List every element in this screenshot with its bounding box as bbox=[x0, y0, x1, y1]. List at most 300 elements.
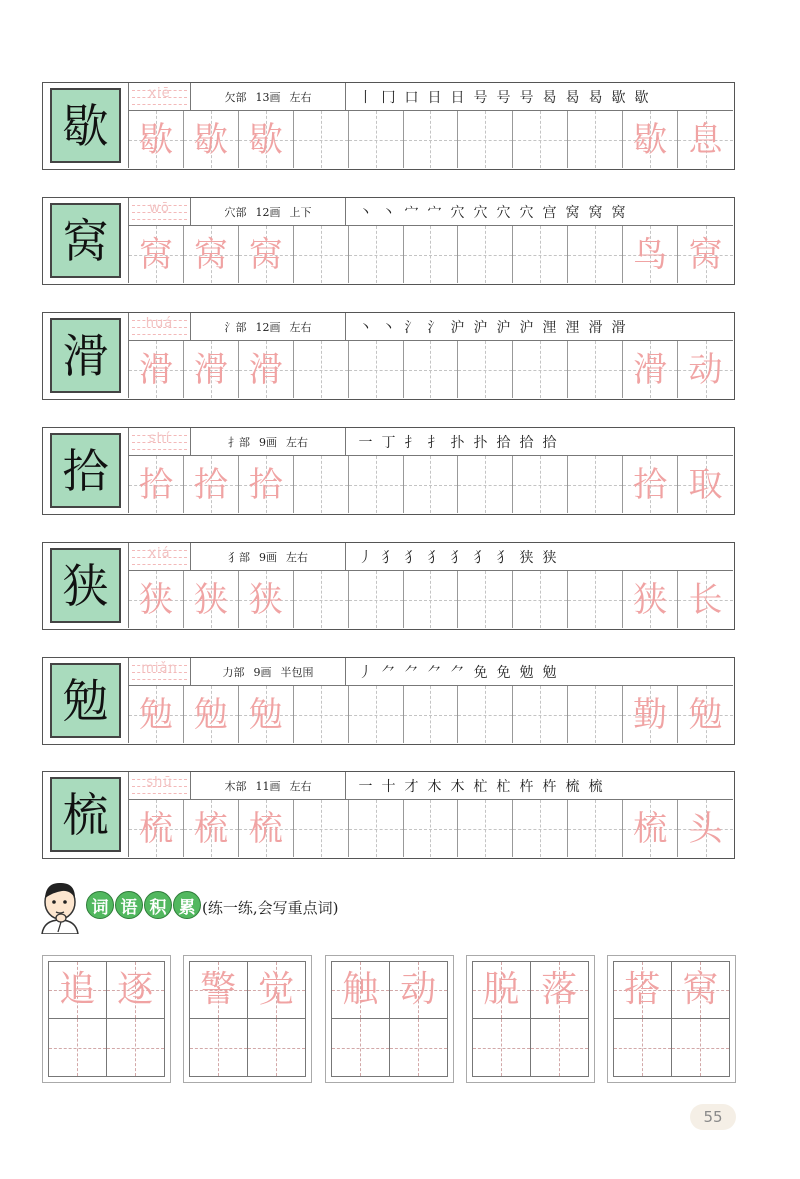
blank-practice-cell bbox=[404, 686, 459, 743]
stroke-step: 号 bbox=[473, 89, 488, 106]
stroke-step: 沪 bbox=[496, 319, 511, 336]
trace-cell bbox=[129, 686, 184, 743]
word-trace-cell bbox=[107, 962, 165, 1019]
blank-practice-cell bbox=[294, 571, 349, 628]
word-trace-character: 觉 bbox=[258, 969, 295, 1010]
stroke-step: 沪 bbox=[450, 319, 465, 336]
stroke-step: 日 bbox=[427, 89, 442, 106]
stroke-step: ⺈ bbox=[450, 664, 465, 681]
stroke-step: 丶 bbox=[358, 319, 373, 336]
blank-practice-cell bbox=[458, 686, 513, 743]
stroke-step: 犭 bbox=[450, 549, 465, 566]
trace-cell bbox=[239, 111, 294, 168]
pinyin-guide-line bbox=[132, 104, 187, 105]
pinyin: wō bbox=[149, 201, 170, 216]
word-character: 狭 bbox=[633, 579, 668, 620]
practice-grid bbox=[129, 456, 733, 513]
stroke-step: 丶 bbox=[381, 204, 396, 221]
word-grid bbox=[472, 961, 589, 1077]
character-row bbox=[42, 82, 735, 170]
trace-character: 滑 bbox=[248, 349, 283, 390]
blank-practice-cell bbox=[513, 456, 568, 513]
stroke-step: 宀 bbox=[404, 204, 419, 221]
word-cell bbox=[623, 686, 678, 743]
radical: 氵部 bbox=[224, 320, 247, 334]
stroke-step: 曷 bbox=[542, 89, 557, 106]
radical-info bbox=[191, 83, 346, 110]
stroke-step: 歇 bbox=[611, 89, 626, 106]
word-character: 歇 bbox=[633, 119, 668, 160]
info-strip bbox=[129, 658, 733, 686]
word-grid bbox=[331, 961, 448, 1077]
blank-practice-cell bbox=[404, 456, 459, 513]
stroke-step: 浬 bbox=[565, 319, 580, 336]
trace-character: 狭 bbox=[248, 579, 283, 620]
practice-grid bbox=[129, 341, 733, 398]
word-box bbox=[607, 955, 736, 1083]
stroke-step: 才 bbox=[404, 778, 419, 795]
trace-cell bbox=[239, 226, 294, 283]
structure: 左右 bbox=[289, 779, 312, 793]
blank-writing-cell bbox=[107, 1019, 165, 1076]
stroke-step: 狭 bbox=[519, 549, 534, 566]
blank-practice-cell bbox=[294, 456, 349, 513]
word-character: 拾 bbox=[633, 464, 668, 505]
pinyin-guide-line bbox=[132, 793, 187, 794]
stroke-count: 12画 bbox=[255, 320, 281, 334]
stroke-step: 梳 bbox=[565, 778, 580, 795]
word-cell bbox=[678, 571, 733, 628]
word-character: 鸟 bbox=[633, 234, 668, 275]
title-character: 积 bbox=[144, 891, 172, 919]
stroke-step: 穴 bbox=[473, 204, 488, 221]
pinyin-box bbox=[129, 198, 191, 225]
stroke-step: 梳 bbox=[588, 778, 603, 795]
word-grid bbox=[613, 961, 730, 1077]
stroke-step: 免 bbox=[496, 664, 511, 681]
blank-writing-cell bbox=[672, 1019, 730, 1076]
word-trace-character: 动 bbox=[400, 969, 437, 1010]
stroke-count: 11画 bbox=[255, 779, 281, 793]
blank-practice-cell bbox=[294, 800, 349, 857]
trace-cell bbox=[239, 800, 294, 857]
stroke-step: 宫 bbox=[542, 204, 557, 221]
stroke-step: 浬 bbox=[542, 319, 557, 336]
blank-practice-cell bbox=[568, 456, 623, 513]
blank-writing-cell bbox=[332, 1019, 390, 1076]
word-cell bbox=[623, 456, 678, 513]
trace-cell bbox=[129, 226, 184, 283]
blank-practice-cell bbox=[404, 571, 459, 628]
trace-character: 梳 bbox=[138, 808, 173, 849]
pinyin: huá bbox=[145, 316, 174, 331]
blank-practice-cell bbox=[458, 571, 513, 628]
trace-cell bbox=[129, 456, 184, 513]
word-grid bbox=[48, 961, 165, 1077]
stroke-step: 杧 bbox=[496, 778, 511, 795]
trace-cell bbox=[129, 571, 184, 628]
word-trace-character: 脱 bbox=[483, 969, 520, 1010]
stroke-step: 窝 bbox=[611, 204, 626, 221]
structure: 左右 bbox=[286, 435, 308, 449]
blank-practice-cell bbox=[513, 686, 568, 743]
stroke-step: 扑 bbox=[450, 434, 465, 451]
radical: 木部 bbox=[224, 779, 247, 793]
trace-character: 拾 bbox=[248, 464, 283, 505]
word-trace-character: 追 bbox=[59, 969, 96, 1010]
blank-practice-cell bbox=[513, 341, 568, 398]
radical-info bbox=[191, 198, 346, 225]
pinyin-box bbox=[129, 313, 191, 340]
blank-practice-cell bbox=[568, 686, 623, 743]
stroke-step: 木 bbox=[450, 778, 465, 795]
blank-practice-cell bbox=[349, 341, 404, 398]
blank-practice-cell bbox=[404, 341, 459, 398]
info-strip bbox=[129, 428, 733, 456]
trace-character: 梳 bbox=[248, 808, 283, 849]
blank-practice-cell bbox=[458, 800, 513, 857]
trace-character: 梳 bbox=[193, 808, 228, 849]
blank-practice-cell bbox=[349, 456, 404, 513]
blank-practice-cell bbox=[458, 341, 513, 398]
word-trace-cell bbox=[332, 962, 390, 1019]
stroke-step: 扌 bbox=[427, 434, 442, 451]
structure: 左右 bbox=[289, 320, 312, 334]
section-subtitle: (练一练,会写重点词) bbox=[202, 899, 339, 917]
trace-cell bbox=[239, 341, 294, 398]
blank-practice-cell bbox=[349, 571, 404, 628]
trace-cell bbox=[239, 686, 294, 743]
stroke-step: 窝 bbox=[588, 204, 603, 221]
word-cell bbox=[623, 111, 678, 168]
stroke-step: 宀 bbox=[427, 204, 442, 221]
word-character: 勉 bbox=[688, 694, 723, 735]
trace-character: 狭 bbox=[138, 579, 173, 620]
stroke-step: 氵 bbox=[427, 319, 442, 336]
stroke-step: 号 bbox=[519, 89, 534, 106]
trace-character: 滑 bbox=[193, 349, 228, 390]
pinyin-box bbox=[129, 428, 191, 455]
stroke-step: 穴 bbox=[496, 204, 511, 221]
word-character: 窝 bbox=[688, 234, 723, 275]
blank-writing-cell bbox=[531, 1019, 589, 1076]
trace-character: 拾 bbox=[193, 464, 228, 505]
word-trace-character: 逐 bbox=[117, 969, 154, 1010]
stroke-step: 丁 bbox=[381, 434, 396, 451]
radical-info bbox=[191, 313, 346, 340]
blank-practice-cell bbox=[513, 111, 568, 168]
word-character: 勤 bbox=[633, 694, 668, 735]
blank-practice-cell bbox=[294, 686, 349, 743]
blank-practice-cell bbox=[568, 571, 623, 628]
word-cell bbox=[623, 571, 678, 628]
blank-practice-cell bbox=[294, 111, 349, 168]
blank-practice-cell bbox=[458, 226, 513, 283]
trace-cell bbox=[129, 800, 184, 857]
boy-thinking-icon bbox=[34, 878, 86, 934]
word-trace-cell bbox=[390, 962, 448, 1019]
blank-practice-cell bbox=[294, 341, 349, 398]
blank-writing-cell bbox=[248, 1019, 306, 1076]
info-strip bbox=[129, 198, 733, 226]
section-title bbox=[86, 891, 201, 919]
stroke-count: 9画 bbox=[259, 435, 277, 449]
trace-character: 狭 bbox=[193, 579, 228, 620]
blank-practice-cell bbox=[568, 341, 623, 398]
blank-practice-cell bbox=[568, 800, 623, 857]
blank-practice-cell bbox=[458, 111, 513, 168]
structure: 左右 bbox=[286, 550, 308, 564]
stroke-step: 号 bbox=[496, 89, 511, 106]
radical: 穴部 bbox=[224, 205, 247, 219]
stroke-step: 穴 bbox=[450, 204, 465, 221]
trace-character: 歇 bbox=[248, 119, 283, 160]
model-character: 勉 bbox=[50, 663, 121, 738]
word-character: 息 bbox=[688, 119, 723, 160]
info-strip bbox=[129, 83, 733, 111]
trace-cell bbox=[184, 226, 239, 283]
model-character: 滑 bbox=[50, 318, 121, 393]
blank-writing-cell bbox=[390, 1019, 448, 1076]
stroke-step: 勉 bbox=[519, 664, 534, 681]
word-cell bbox=[678, 111, 733, 168]
word-trace-cell bbox=[473, 962, 531, 1019]
radical: 犭部 bbox=[228, 550, 250, 564]
stroke-order bbox=[346, 428, 733, 455]
stroke-step: 犭 bbox=[427, 549, 442, 566]
radical-info bbox=[191, 658, 346, 685]
stroke-step: 一 bbox=[358, 434, 373, 451]
trace-character: 歇 bbox=[193, 119, 228, 160]
stroke-step: 杧 bbox=[473, 778, 488, 795]
stroke-count: 13画 bbox=[255, 90, 281, 104]
trace-character: 歇 bbox=[138, 119, 173, 160]
stroke-step: ⺈ bbox=[427, 664, 442, 681]
word-cell bbox=[623, 800, 678, 857]
stroke-step: 扌 bbox=[404, 434, 419, 451]
stroke-step: 一 bbox=[358, 778, 373, 795]
stroke-step: 窝 bbox=[565, 204, 580, 221]
character-row bbox=[42, 427, 735, 515]
stroke-step: 扑 bbox=[473, 434, 488, 451]
trace-cell bbox=[184, 111, 239, 168]
blank-practice-cell bbox=[513, 571, 568, 628]
blank-practice-cell bbox=[513, 800, 568, 857]
structure: 上下 bbox=[289, 205, 312, 219]
stroke-step: 日 bbox=[450, 89, 465, 106]
model-character: 窝 bbox=[50, 203, 121, 278]
word-trace-character: 落 bbox=[541, 969, 578, 1010]
practice-grid bbox=[129, 111, 733, 168]
pinyin-box bbox=[129, 772, 191, 799]
pinyin-box bbox=[129, 543, 191, 570]
trace-cell bbox=[129, 111, 184, 168]
model-character-cell bbox=[43, 658, 129, 743]
word-character: 滑 bbox=[633, 349, 668, 390]
trace-cell bbox=[239, 571, 294, 628]
pinyin-guide-line bbox=[132, 564, 187, 565]
blank-practice-cell bbox=[349, 226, 404, 283]
blank-practice-cell bbox=[349, 800, 404, 857]
word-cell bbox=[678, 456, 733, 513]
blank-practice-cell bbox=[404, 111, 459, 168]
blank-practice-cell bbox=[568, 226, 623, 283]
model-character-cell bbox=[43, 313, 129, 398]
blank-practice-cell bbox=[458, 456, 513, 513]
trace-cell bbox=[184, 341, 239, 398]
trace-character: 窝 bbox=[248, 234, 283, 275]
stroke-order bbox=[346, 313, 733, 340]
word-character: 长 bbox=[688, 579, 723, 620]
title-character: 语 bbox=[115, 891, 143, 919]
stroke-step: 木 bbox=[427, 778, 442, 795]
word-trace-character: 警 bbox=[200, 969, 237, 1010]
stroke-step: 曷 bbox=[588, 89, 603, 106]
blank-practice-cell bbox=[404, 800, 459, 857]
trace-character: 窝 bbox=[138, 234, 173, 275]
model-character: 拾 bbox=[50, 433, 121, 508]
pinyin: xiá bbox=[148, 546, 171, 561]
trace-cell bbox=[239, 456, 294, 513]
word-cell bbox=[623, 341, 678, 398]
trace-cell bbox=[129, 341, 184, 398]
model-character: 狭 bbox=[50, 548, 121, 623]
stroke-step: 犭 bbox=[473, 549, 488, 566]
stroke-step: 滑 bbox=[588, 319, 603, 336]
stroke-step: 犭 bbox=[496, 549, 511, 566]
title-character: 累 bbox=[173, 891, 201, 919]
trace-character: 勉 bbox=[138, 694, 173, 735]
word-trace-cell bbox=[614, 962, 672, 1019]
model-character-cell bbox=[43, 772, 129, 857]
stroke-step: 杵 bbox=[542, 778, 557, 795]
word-character: 动 bbox=[688, 349, 723, 390]
stroke-step: 拾 bbox=[496, 434, 511, 451]
page-number: 55 bbox=[690, 1104, 736, 1130]
word-cell bbox=[623, 226, 678, 283]
stroke-step: 免 bbox=[473, 664, 488, 681]
practice-grid bbox=[129, 800, 733, 857]
structure: 左右 bbox=[289, 90, 312, 104]
stroke-order bbox=[346, 543, 733, 570]
pinyin: shí bbox=[148, 431, 171, 446]
radical-info bbox=[191, 428, 346, 455]
stroke-step: ⺈ bbox=[381, 664, 396, 681]
character-row bbox=[42, 312, 735, 400]
stroke-step: 丿 bbox=[358, 664, 373, 681]
stroke-step: 冂 bbox=[381, 89, 396, 106]
word-box bbox=[325, 955, 454, 1083]
character-row bbox=[42, 542, 735, 630]
stroke-step: 拾 bbox=[519, 434, 534, 451]
trace-character: 勉 bbox=[193, 694, 228, 735]
model-character-cell bbox=[43, 83, 129, 168]
trace-cell bbox=[184, 456, 239, 513]
radical: 扌部 bbox=[228, 435, 250, 449]
model-character-cell bbox=[43, 543, 129, 628]
pinyin-guide-line bbox=[132, 679, 187, 680]
pinyin-box bbox=[129, 83, 191, 110]
stroke-step: 滑 bbox=[611, 319, 626, 336]
radical-info bbox=[191, 543, 346, 570]
pinyin-guide-line bbox=[132, 449, 187, 450]
stroke-order bbox=[346, 772, 733, 799]
stroke-count: 9画 bbox=[253, 665, 272, 679]
stroke-step: 杵 bbox=[519, 778, 534, 795]
radical: 欠部 bbox=[224, 90, 247, 104]
word-trace-character: 触 bbox=[342, 969, 379, 1010]
character-row bbox=[42, 197, 735, 285]
word-box bbox=[183, 955, 312, 1083]
word-trace-cell bbox=[531, 962, 589, 1019]
word-trace-cell bbox=[248, 962, 306, 1019]
stroke-step: 氵 bbox=[404, 319, 419, 336]
word-character: 梳 bbox=[633, 808, 668, 849]
model-character: 歇 bbox=[50, 88, 121, 163]
trace-character: 勉 bbox=[248, 694, 283, 735]
blank-practice-cell bbox=[349, 686, 404, 743]
stroke-step: 歇 bbox=[634, 89, 649, 106]
trace-cell bbox=[184, 686, 239, 743]
stroke-step: 丶 bbox=[358, 204, 373, 221]
word-trace-character: 搭 bbox=[624, 969, 661, 1010]
pinyin-box bbox=[129, 658, 191, 685]
info-strip bbox=[129, 772, 733, 800]
pinyin: miǎn bbox=[141, 661, 178, 676]
word-trace-cell bbox=[190, 962, 248, 1019]
blank-writing-cell bbox=[473, 1019, 531, 1076]
trace-character: 滑 bbox=[138, 349, 173, 390]
stroke-step: 犭 bbox=[381, 549, 396, 566]
stroke-step: 口 bbox=[404, 89, 419, 106]
word-box bbox=[466, 955, 595, 1083]
stroke-step: 沪 bbox=[519, 319, 534, 336]
trace-character: 拾 bbox=[138, 464, 173, 505]
blank-writing-cell bbox=[49, 1019, 107, 1076]
practice-grid bbox=[129, 571, 733, 628]
radical: 力部 bbox=[222, 665, 245, 679]
word-trace-cell bbox=[49, 962, 107, 1019]
pinyin: xiē bbox=[148, 86, 171, 101]
trace-character: 窝 bbox=[193, 234, 228, 275]
stroke-order bbox=[346, 198, 733, 225]
word-grid bbox=[189, 961, 306, 1077]
info-strip bbox=[129, 313, 733, 341]
stroke-step: ⺈ bbox=[404, 664, 419, 681]
practice-grid bbox=[129, 686, 733, 743]
trace-cell bbox=[184, 800, 239, 857]
stroke-count: 9画 bbox=[259, 550, 277, 564]
blank-practice-cell bbox=[349, 111, 404, 168]
blank-practice-cell bbox=[568, 111, 623, 168]
stroke-step: 沪 bbox=[473, 319, 488, 336]
pinyin: shū bbox=[146, 775, 173, 790]
character-row bbox=[42, 657, 735, 745]
word-box bbox=[42, 955, 171, 1083]
stroke-step: 穴 bbox=[519, 204, 534, 221]
stroke-step: 十 bbox=[381, 778, 396, 795]
model-character-cell bbox=[43, 428, 129, 513]
title-character: 词 bbox=[86, 891, 114, 919]
stroke-order bbox=[346, 658, 733, 685]
word-cell bbox=[678, 226, 733, 283]
word-cell bbox=[678, 341, 733, 398]
blank-practice-cell bbox=[404, 226, 459, 283]
structure: 半包围 bbox=[280, 665, 314, 679]
blank-writing-cell bbox=[614, 1019, 672, 1076]
word-cell bbox=[678, 686, 733, 743]
stroke-step: 勉 bbox=[542, 664, 557, 681]
